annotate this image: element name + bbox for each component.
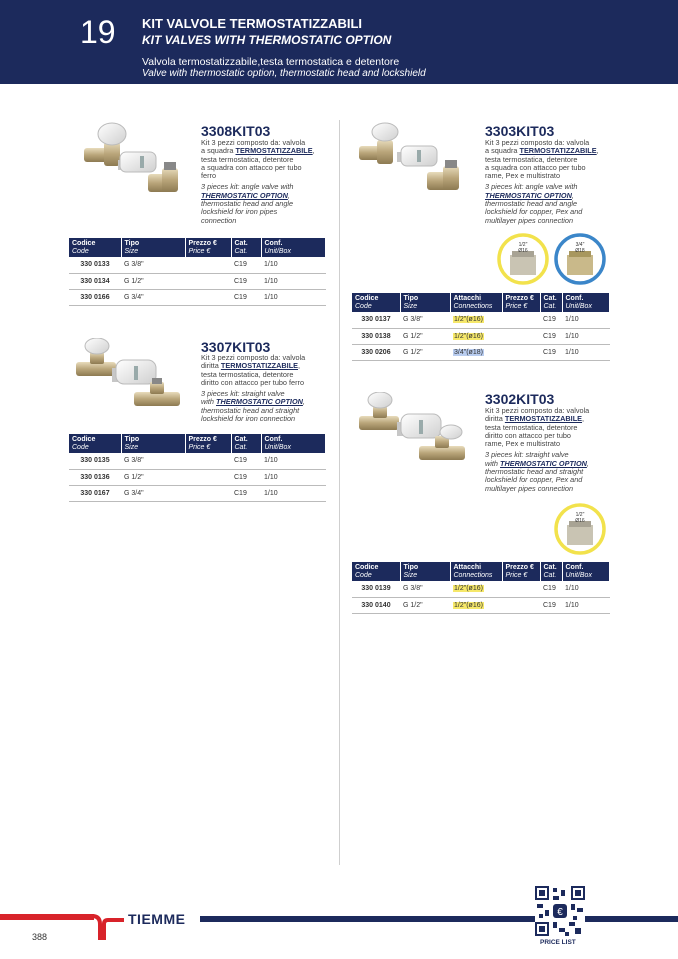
- product-photo-3308: [78, 122, 193, 200]
- product-title-3303: 3303KIT03: [485, 123, 555, 139]
- brand-logo: TIEMME: [128, 911, 186, 927]
- product-table-3308: Codice Code Tipo Size Prezzo € Price € Cat. Cat. Conf. Unit/Box 330 0133 G 3/8" C19 1/10 330 0134 G 1/2" C19 1/10 330 0166 G 3/4" C19 1/10: [69, 238, 326, 306]
- svg-text:1/2": 1/2": [518, 242, 528, 248]
- svg-text:1/2": 1/2": [575, 512, 585, 518]
- table-row: 330 0136 G 1/2" C19 1/10: [69, 469, 326, 485]
- product-photo-3303: [355, 122, 477, 198]
- header-title-it: KIT VALVOLE TERMOSTATIZZABILI: [142, 16, 363, 31]
- qr-code-icon[interactable]: [535, 886, 585, 936]
- product-table-3307: Codice Code Tipo Size Prezzo € Price € Cat. Cat. Conf. Unit/Box 330 0135 G 3/8" C19 1/10 330 0136 G 1/2" C19 1/10 330 0167 G 3/4" C19 1/10: [69, 434, 326, 502]
- header-subtitle-en: Valve with thermostatic option, thermostatic head and lockshield: [142, 68, 426, 79]
- svg-text:€: €: [557, 907, 563, 918]
- fitting-badge-16-icon: [497, 233, 549, 285]
- table-row: 330 0140 G 1/2" 1/2"(ø16) C19 1/10: [352, 597, 610, 613]
- product-photo-3307: [72, 338, 194, 416]
- page-header: [0, 0, 678, 84]
- table-row: 330 0206 G 1/2" 3/4"(ø18) C19 1/10: [352, 344, 610, 360]
- table-row: 330 0167 G 3/4" C19 1/10: [69, 485, 326, 501]
- header-subtitle-it: Valvola termostatizzabile,testa termostatica e detentore: [142, 56, 400, 68]
- product-description-3308: Kit 3 pezzi composto da: valvola a squadra TERMOSTATIZZABILE, testa termostatica, detentore a squadra con attacco per tubo ferro 3 pieces kit: angle valve with THERMOSTATIC OPTION, thermostatic head and angle lockshield for iron pipes connection: [201, 138, 315, 225]
- fitting-badge-18-icon: [554, 233, 606, 285]
- table-row: 330 0133 G 3/8" C19 1/10: [69, 257, 326, 273]
- table-row: 330 0139 G 3/8" 1/2"(ø16) C19 1/10: [352, 581, 610, 597]
- qr-label: PRICE LIST: [540, 939, 576, 946]
- product-description-3302: Kit 3 pezzi composto da: valvola diritta TERMOSTATIZZABILE, testa termostatica, detentore diritto con attacco per tubo rame, Pex e multistrato 3 pieces kit: straight valve with THERMOSTATIC OPTION, thermostatic head and straight lockshield for copper, Pex and multilayer pipes connection: [485, 406, 590, 493]
- table-row: 330 0166 G 3/4" C19 1/10: [69, 289, 326, 305]
- product-description-3303: Kit 3 pezzi composto da: valvola a squadra TERMOSTATIZZABILE, testa termostatica, detentore a squadra con attacco per tubo rame, Pex e multistrato 3 pieces kit: angle valve with THERMOSTATIC OPTION, thermostatic head and angle lockshield for copper, Pex and multilayer pipes connection: [485, 138, 599, 225]
- product-title-3302: 3302KIT03: [485, 391, 555, 407]
- product-table-3303: Codice Code Tipo Size Attacchi Connections Prezzo € Price € Cat. Cat. Conf. Unit/Box 330 0137 G 3/8" 1/2"(ø16) C19 1/10 330 0138 G 1/2" 1/2"(ø16) C19 1/10 330 0206 G 1/2" 3/4"(ø18) C19 1/10: [352, 293, 610, 361]
- header-title-en: KIT VALVES WITH THERMOSTATIC OPTION: [142, 33, 392, 47]
- product-table-3302: Codice Code Tipo Size Attacchi Connections Prezzo € Price € Cat. Cat. Conf. Unit/Box 330 0139 G 3/8" 1/2"(ø16) C19 1/10 330 0140 G 1/2" 1/2"(ø16) C19 1/10: [352, 562, 610, 614]
- table-row: 330 0138 G 1/2" 1/2"(ø16) C19 1/10: [352, 328, 610, 344]
- page-number: 388: [32, 932, 48, 942]
- table-row: 330 0134 G 1/2" C19 1/10: [69, 273, 326, 289]
- table-row: 330 0135 G 3/8" C19 1/10: [69, 453, 326, 469]
- svg-text:Ø18: Ø18: [575, 248, 585, 254]
- product-title-3307: 3307KIT03: [201, 339, 271, 355]
- fitting-badge-16-icon: [554, 503, 606, 555]
- product-description-3307: Kit 3 pezzi composto da: valvola diritta TERMOSTATIZZABILE, testa termostatica, detentore diritto con attacco per tubo ferro 3 pieces kit: straight valve with THERMOSTATIC OPTION, thermostatic head and straight lockshield for iron connection: [201, 353, 306, 424]
- column-divider: [339, 120, 340, 865]
- product-title-3308: 3308KIT03: [201, 123, 271, 139]
- svg-text:Ø16: Ø16: [518, 248, 528, 254]
- svg-text:Ø16: Ø16: [575, 518, 585, 524]
- svg-text:3/4": 3/4": [575, 242, 585, 248]
- table-row: 330 0137 G 3/8" 1/2"(ø16) C19 1/10: [352, 312, 610, 328]
- chapter-number: 19: [80, 14, 116, 50]
- product-photo-3302: [355, 392, 477, 470]
